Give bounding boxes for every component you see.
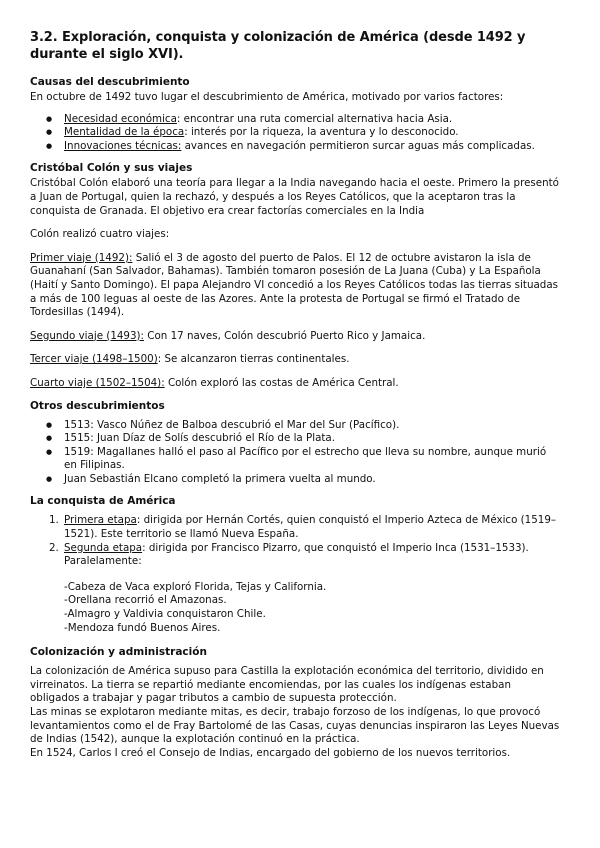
voyage-paragraph (30, 252, 560, 320)
term-text: : dirigida por Hernán Cortés, quien conquistó el Imperio Azteca de México (1519–1521). Este territorio se llamó Nueva España. (64, 514, 557, 541)
voyage-text: Colón exploró las costas de América Central. (164, 376, 399, 389)
voyage-paragraph (30, 353, 560, 367)
sub-list (30, 581, 560, 635)
voyage-text: : Se alcanzaron tierras continentales. (157, 353, 350, 366)
list-item: ● 1513: Vasco Núñez de Balboa descubrió el Mar del Sur (Pacífico). (30, 419, 560, 433)
list-number: 1. (49, 514, 59, 527)
section-heading: La conquista de América (30, 495, 176, 508)
bullet-list (30, 419, 560, 487)
voyage-text: Con 17 naves, Colón descubrió Puerto Rico y Jamaica. (144, 329, 426, 342)
term-label: Innovaciones técnicas: (64, 139, 182, 152)
paragraph: Colón realizó cuatro viajes: (30, 228, 170, 241)
term-label: Necesidad económica (64, 112, 177, 125)
section-colonizacion (30, 645, 560, 760)
list-item (30, 514, 560, 541)
sub-list-item: -Cabeza de Vaca exploró Florida, Tejas y California. (64, 580, 327, 593)
section-colon (30, 161, 560, 390)
voyage-label: Segundo viaje (1493): (30, 329, 145, 342)
voyage-label: Tercer viaje (1498–1500) (30, 353, 158, 366)
sub-list-item: -Orellana recorrió el Amazonas. (64, 594, 227, 607)
section-heading: Colonización y administración (30, 646, 207, 659)
term-text: : interés por la riqueza, la aventura y lo desconocido. (184, 126, 459, 139)
list-item: ● 1519: Magallanes halló el paso al Pacífico por el estrecho que lleva su nombre, aunque murió en Filipinas. (30, 446, 560, 473)
list-item (30, 542, 560, 569)
section-otros (30, 399, 560, 487)
voyage-paragraph (30, 330, 560, 344)
list-item: ● 1515: Juan Díaz de Solís descubrió el Río de la Plata. (30, 432, 560, 446)
sub-list-item: -Mendoza fundó Buenos Aires. (64, 621, 221, 634)
term-label: Mentalidad de la época (64, 126, 185, 139)
list-number: 2. (49, 541, 59, 554)
page-title: 3.2. Exploración, conquista y colonización de América (desde 1492 y durante el siglo XVI). (30, 30, 526, 62)
section-causas (30, 75, 560, 153)
paragraph: Cristóbal Colón elaboró una teoría para llegar a la India navegando hacia el oeste. Primero la presentó a Juan de Portugal, quien la rechazó, y después a los Reyes Católicos, que la aceptaron tras la conquista de Granada. El objetivo era crear factorías comerciales en la India (30, 177, 559, 217)
voyage-label: Primer viaje (1492): (30, 251, 133, 264)
numbered-list (30, 514, 560, 568)
bullet-list (30, 113, 560, 154)
term-text: avances en navegación permitieron surcar aguas más complicadas. (181, 139, 535, 152)
term-text: : encontrar una ruta comercial alternativa hacia Asia. (176, 112, 453, 125)
paragraph: Las minas se explotaron mediante mitas, es decir, trabajo forzoso de los indígenas, lo que provocó levantamientos como el de Fray Bartolomé de las Casas, cuyas denuncias inspiraron las Leyes Nuevas de Indias (1542), aunque la explotación continuó en la práctica. (30, 706, 560, 746)
sub-list-item: -Almagro y Valdivia conquistaron Chile. (64, 608, 266, 621)
paragraph: En octubre de 1492 tuvo lugar el descubrimiento de América, motivado por varios factores: (30, 91, 504, 103)
voyage-paragraph (30, 377, 560, 391)
list-item: ● Juan Sebastián Elcano completó la primera vuelta al mundo. (30, 473, 560, 487)
term-label: Primera etapa (64, 514, 137, 527)
paragraph: En 1524, Carlos I creó el Consejo de Indias, encargado del gobierno de los nuevos territorios. (30, 746, 511, 759)
section-heading: Causas del descubrimiento (30, 76, 190, 88)
voyage-label: Cuarto viaje (1502–1504): (30, 376, 165, 389)
term-label: Segunda etapa (64, 541, 143, 554)
list-item (30, 126, 560, 140)
term-text: : dirigida por Francisco Pizarro, que conquistó el Imperio Inca (1531–1533). Paralelamente: (64, 541, 529, 568)
list-item (30, 140, 560, 154)
section-conquista (30, 494, 560, 635)
paragraph: La colonización de América supuso para Castilla la explotación económica del territorio, dividido en virreinatos. La tierra se repartió mediante encomiendas, por las cuales los indígenas estaban obligados a trabajar y pagar tributos a cambio de supuesta protección. (30, 665, 544, 705)
section-heading: Otros descubrimientos (30, 399, 165, 412)
voyage-text: Salió el 3 de agosto del puerto de Palos. El 12 de octubre avistaron la isla de Guanahaní (San Salvador, Bahamas). También tomaron posesión de La Juana (Cuba) y La Española (Haití y Santo Domingo). El papa Alejandro VI concedió a los Reyes Católicos todas las tierras situadas a más de 100 leguas al oeste de las Azores. Ante la protesta de Portugal se firmó el Tratado de Tordesillas (1494). (30, 251, 558, 319)
list-item (30, 113, 560, 127)
section-heading: Cristóbal Colón y sus viajes (30, 162, 193, 175)
